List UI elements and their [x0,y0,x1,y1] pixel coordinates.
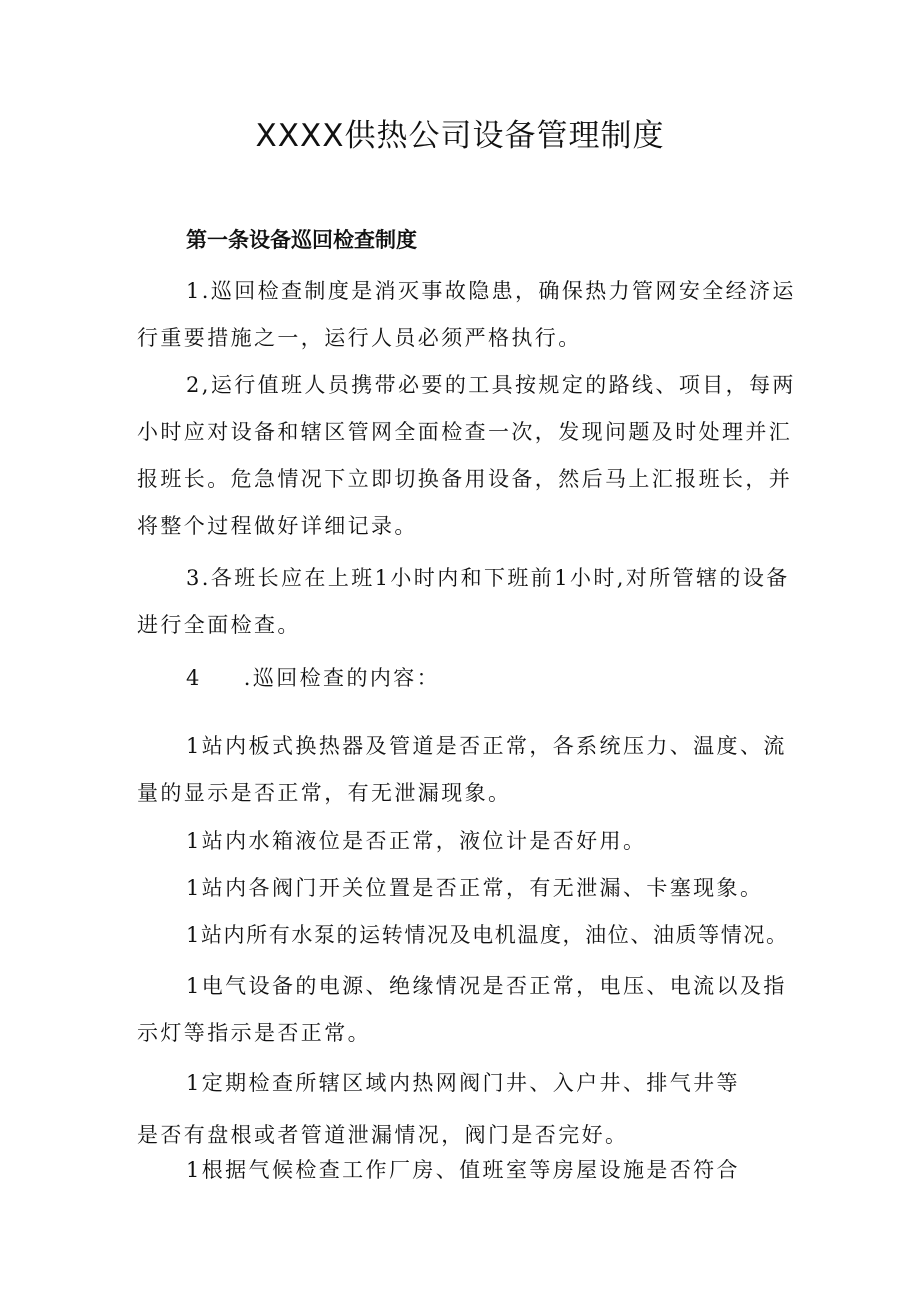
item-4-text: .巡回检查的内容： [243,666,441,690]
paragraph-1: 1.巡回检查制度是消灭事故隐患，确保热力管网安全经济运行重要措施之一，运行人员必须严格执行。 [137,279,796,350]
check-item-5: 1电气设备的电源、绝缘情况是否正常，电压、电流以及指示灯等指示是否正常。 [137,974,787,1045]
check-item-1: 1站内板式换热器及管道是否正常，各系统压力、温度、流量的显示是否正常，有无泄漏现象。 [137,734,787,805]
check-item-2: 1站内水箱液位是否正常，液位计是否好用。 [186,829,647,853]
check-item-3: 1站内各阀门开关位置是否正常，有无泄漏、卡塞现象。 [186,876,764,900]
paragraph-2: 2,运行值班人员携带必要的工具按规定的路线、项目，每两小时应对设备和辖区管网全面检查一次，发现问题及时处理并汇报班长。危急情况下立即切换备用设备，然后马上汇报班长，并将整个过程做好详细记录。 [137,373,796,538]
item-4-number: 4 [186,666,202,690]
check-item-7: 1根据气候检查工作厂房、值班室等房屋设施是否符合 [186,1158,740,1182]
check-item-4: 1站内所有水泵的运转情况及电机温度，油位、油质等情况。 [186,923,789,947]
document-title: XXXX供热公司设备管理制度 [255,118,665,154]
check-item-6: 1定期检查所辖区域内热网阀门井、入户井、排气井等 [186,1071,740,1095]
section-heading: 第一条设备巡回检查制度 [186,228,417,252]
check-item-6-continued: 是否有盘根或者管道泄漏情况，阀门是否完好。 [137,1123,629,1147]
paragraph-4 [137,655,797,702]
paragraph-3: 3.各班长应在上班1小时内和下班前1小时,对所管辖的设备进行全面检查。 [137,566,790,637]
